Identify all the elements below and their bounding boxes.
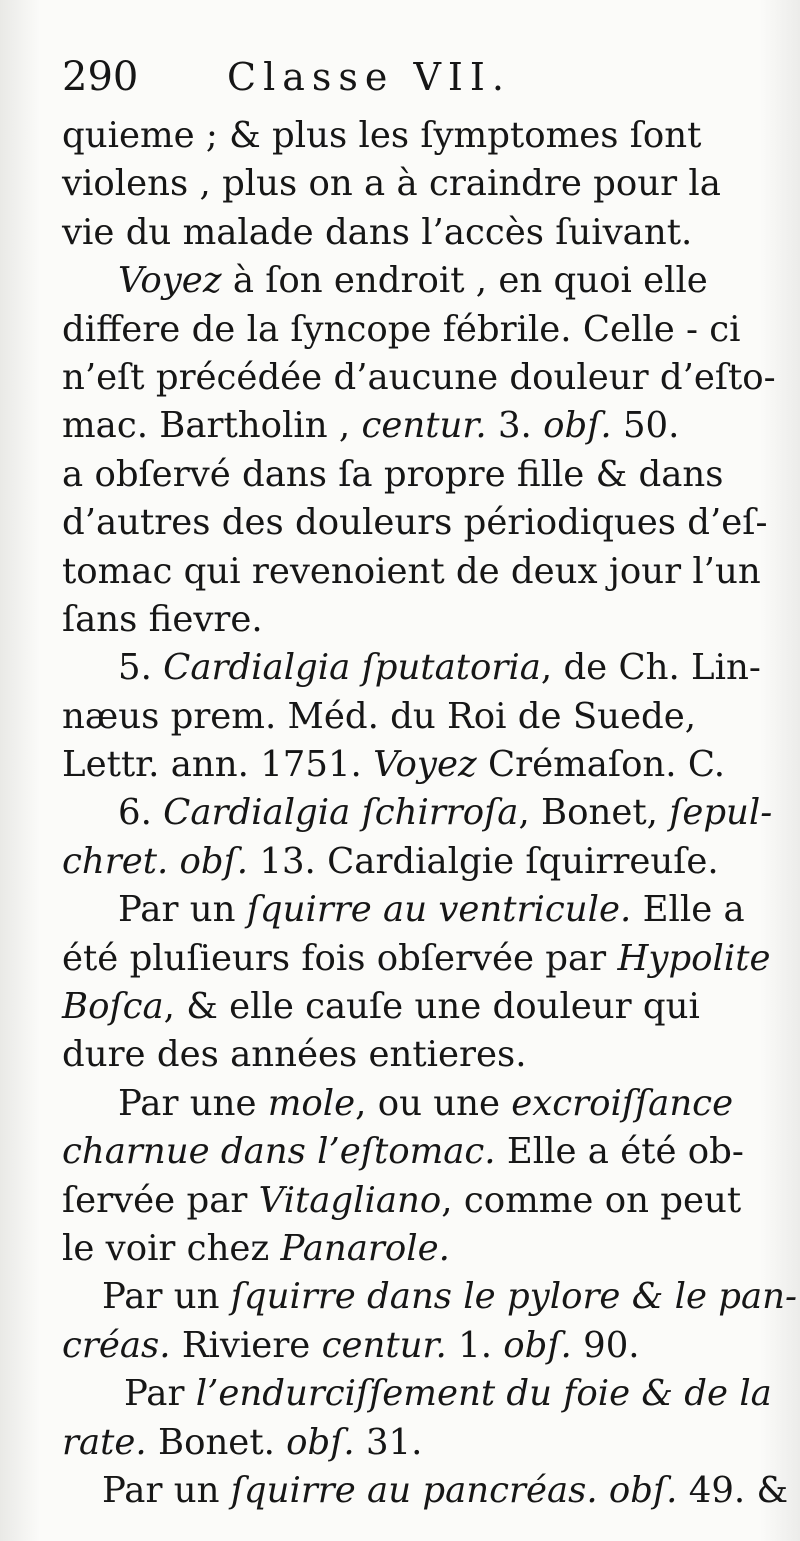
- italic-text: ſquirre au pancréas. obſ.: [230, 1469, 678, 1511]
- text-run: n’eſt précédée d’aucune douleur d’eſto-: [62, 356, 776, 398]
- text-line: [62, 789, 773, 837]
- text-run: 6.: [118, 792, 164, 834]
- text-line: [62, 1419, 754, 1467]
- text-line: [62, 499, 768, 547]
- text-line: [62, 306, 754, 354]
- text-run: 1.: [446, 1324, 504, 1366]
- text-line: [62, 548, 761, 596]
- text-line: [62, 838, 754, 886]
- italic-text: centur.: [321, 1324, 447, 1366]
- text-run: vie du malade dans l’accès ſuivant.: [62, 211, 693, 253]
- text-run: 31.: [354, 1421, 423, 1463]
- italic-text: Cardialgia ſputatoria: [163, 647, 541, 689]
- text-line: [62, 1370, 772, 1418]
- text-run: Lettr. ann. 1751.: [62, 744, 374, 786]
- italic-text: ſepul-: [669, 792, 773, 834]
- text-run: dure des années entieres.: [62, 1034, 527, 1076]
- text-run: Par un: [102, 1276, 231, 1318]
- text-run: Elle a: [631, 889, 745, 931]
- text-line: [62, 693, 754, 741]
- text-run: d’autres des douleurs périodiques d’eſ-: [62, 502, 768, 544]
- italic-text: obſ.: [543, 405, 612, 447]
- text-line: [62, 1322, 754, 1370]
- text-run: Par un: [102, 1469, 231, 1511]
- italic-text: Cardialgia ſchirroſa: [163, 792, 519, 834]
- text-line: [62, 1177, 754, 1225]
- text-run: à ſon endroit , en quoi elle: [221, 260, 708, 302]
- text-run: 3.: [486, 405, 544, 447]
- text-run: , & elle cauſe une douleur qui: [163, 986, 700, 1028]
- text-line: [62, 451, 754, 499]
- italic-text: mole: [267, 1082, 356, 1124]
- text-run: 90.: [571, 1324, 640, 1366]
- italic-text: rate.: [62, 1421, 147, 1463]
- text-run: ſans fievre.: [62, 598, 263, 640]
- text-run: , comme on peut: [441, 1179, 742, 1221]
- text-run: mac. Bartholin ,: [62, 405, 362, 447]
- italic-text: ſquirre dans le pylore & le pan-: [230, 1276, 798, 1318]
- italic-text: créas.: [62, 1324, 171, 1366]
- text-line: [62, 935, 771, 983]
- text-run: , de Ch. Lin-: [540, 647, 761, 689]
- page-header: [62, 52, 742, 102]
- text-run: Par un: [118, 889, 247, 931]
- text-run: ſervée par: [62, 1179, 259, 1221]
- text-run: , Bonet,: [518, 792, 670, 834]
- text-line: [62, 1031, 754, 1079]
- text-run: le voir chez: [62, 1227, 281, 1269]
- text-run: quieme ; & plus les ſymptomes ſont: [62, 115, 702, 156]
- page-number: 290: [62, 54, 139, 100]
- page-body-text: [62, 112, 798, 1515]
- italic-text: Voyez: [118, 260, 222, 302]
- text-run: violens , plus on a à craindre pour la: [62, 163, 721, 205]
- text-run: Par une: [118, 1082, 268, 1124]
- text-run: Par: [124, 1373, 196, 1415]
- italic-text: Boſca: [62, 986, 164, 1028]
- italic-text: obſ.: [286, 1421, 355, 1463]
- italic-text: centur.: [361, 405, 487, 447]
- text-line: [62, 354, 776, 402]
- text-run: Crémaſon. C.: [476, 744, 726, 786]
- text-run: differe de la ſyncope fébrile. Celle - ci: [62, 308, 741, 350]
- text-line: [62, 644, 761, 692]
- text-run: été pluſieurs fois obſervée par: [62, 937, 618, 979]
- text-line: [62, 983, 754, 1031]
- text-line: [62, 112, 754, 160]
- italic-text: Panarole.: [280, 1227, 450, 1269]
- text-line: [62, 1467, 789, 1515]
- italic-text: obſ.: [503, 1324, 572, 1366]
- text-run: 5.: [118, 647, 164, 689]
- text-line: [62, 886, 754, 934]
- text-run: Bonet.: [146, 1421, 287, 1463]
- text-line: [62, 1080, 754, 1128]
- text-line: [62, 402, 754, 450]
- italic-text: Voyez: [373, 744, 477, 786]
- text-line: [62, 1128, 754, 1176]
- text-run: tomac qui revenoient de deux jour l’un: [62, 550, 761, 592]
- text-line: [62, 209, 754, 257]
- text-run: Elle a été ob-: [495, 1131, 744, 1173]
- text-run: 13. Cardialgie ſquirreuſe.: [248, 840, 719, 882]
- italic-text: chret. obſ.: [62, 840, 249, 882]
- text-run: a obſervé dans ſa propre fille & dans: [62, 453, 724, 495]
- text-line: [62, 1273, 798, 1321]
- italic-text: charnue dans l’eſtomac.: [62, 1131, 496, 1173]
- text-run: næus prem. Méd. du Roi de Suede,: [62, 695, 697, 737]
- running-title: Classe VII.: [227, 55, 511, 99]
- italic-text: Vitagliano: [258, 1179, 442, 1221]
- italic-text: l’endurciſſement du foie & de la: [195, 1373, 772, 1415]
- text-line: [62, 160, 754, 208]
- italic-text: excroiſſance: [511, 1082, 734, 1124]
- text-line: [62, 596, 754, 644]
- text-run: Riviere: [170, 1324, 322, 1366]
- text-line: [62, 1225, 754, 1273]
- italic-text: Hypolite: [617, 937, 771, 979]
- italic-text: ſquirre au ventricule.: [246, 889, 632, 931]
- text-line: [62, 741, 754, 789]
- text-run: 49. &: [677, 1469, 789, 1511]
- text-line: [62, 257, 754, 305]
- text-run: 50.: [611, 405, 680, 447]
- text-run: , ou une: [355, 1082, 512, 1124]
